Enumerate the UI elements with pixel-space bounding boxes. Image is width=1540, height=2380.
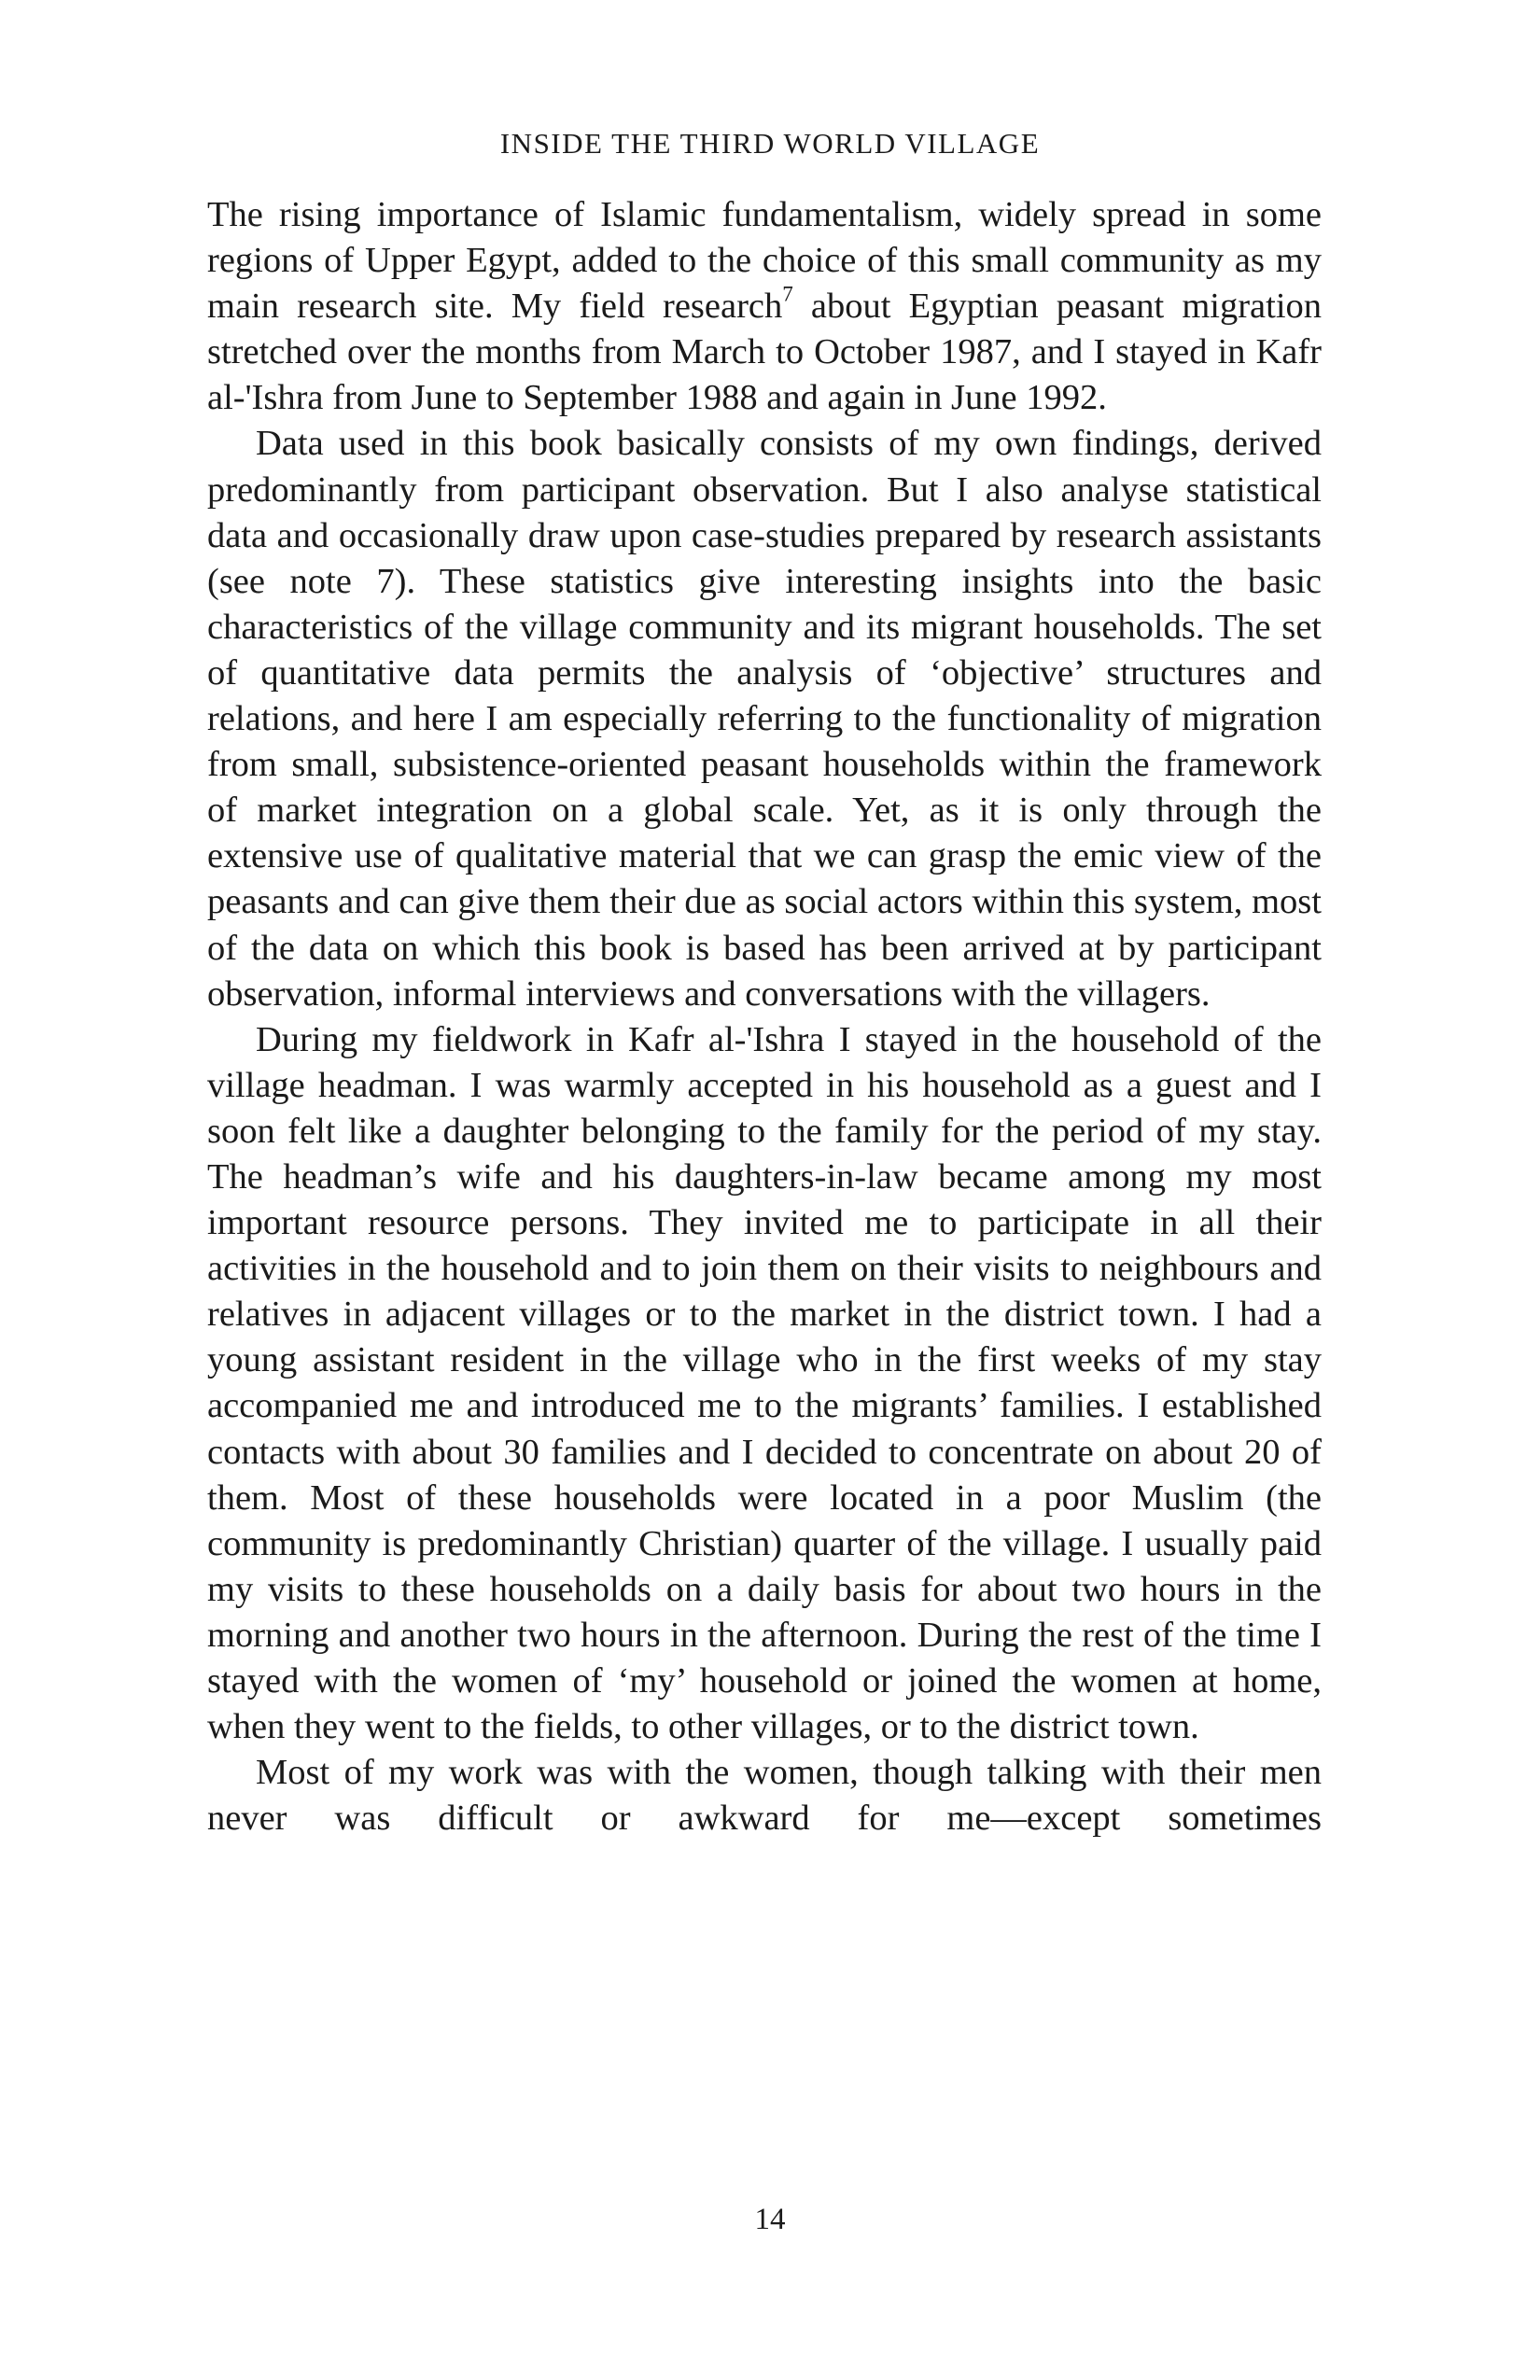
paragraph-2: Data used in this book basically consists of my own findings, derived predominantly from participant observation. But I also analyse statistical data and occasionally draw upon case-studies prepared by research assistants (see note 7). These statistics give interesting insights into the basic characteristics of the village community and its migrant households. The set of quantitative data permits the analysis of ‘objective’ structures and relations, and here I am especially referring to the functionality of migration from small, subsistence-oriented peasant households within the framework of market integration on a global scale. Yet, as it is only through the extensive use of qualitative material that we can grasp the emic view of the peasants and can give them their due as social actors within this system, most of the data on which this book is based has been arrived at by participant observation, informal interviews and conversations with the villagers. — [207, 424, 1322, 1014]
body-text — [207, 192, 1322, 1841]
page-number: 14 — [754, 2203, 786, 2236]
paragraph-1-text-start: The rising importance of Islamic fundamentalism, widely spread in some regions of Upper Egypt, added to the choice of this small community as my main research site. My field research — [207, 195, 1322, 327]
paragraph-3: During my fieldwork in Kafr al-'Ishra I stayed in the household of the village headman. I was warmly accepted in his household as a guest and I soon felt like a daughter belonging to the family for the period of my stay. The headman’s wife and his daughters-in-law became among my most important resource persons. They invited me to participate in all their activities in the household and to join them on their visits to neighbours and relatives in adjacent villages or to the market in the district town. I had a young assistant resident in the village who in the first weeks of my stay accompanied me and introduced me to the migrants’ families. I established contacts with about 30 families and I decided to concentrate on about 20 of them. Most of these households were located in a poor Muslim (the community is predominantly Christian) quarter of the village. I usually paid my visits to these households on a daily basis for about two hours in the morning and another two hours in the afternoon. During the rest of the time I stayed with the women of ‘my’ household or joined the women at home, when they went to the fields, to other villages, or to the district town. — [207, 1019, 1322, 1747]
running-head: INSIDE THE THIRD WORLD VILLAGE — [499, 127, 1041, 160]
paragraph-4: Most of my work was with the women, though talking with their men never was difficult or awkward for me—except sometimes — [207, 1753, 1322, 1839]
paragraph-1 — [207, 192, 1322, 421]
paragraph-1-text-end: about Egyptian peasant migration stretched over the months from March to October 1987, and I stayed in Kafr al-'Ishra from June to September 1988 and again in June 1992. — [207, 287, 1323, 418]
footnote-ref-7: 7 — [782, 281, 793, 306]
